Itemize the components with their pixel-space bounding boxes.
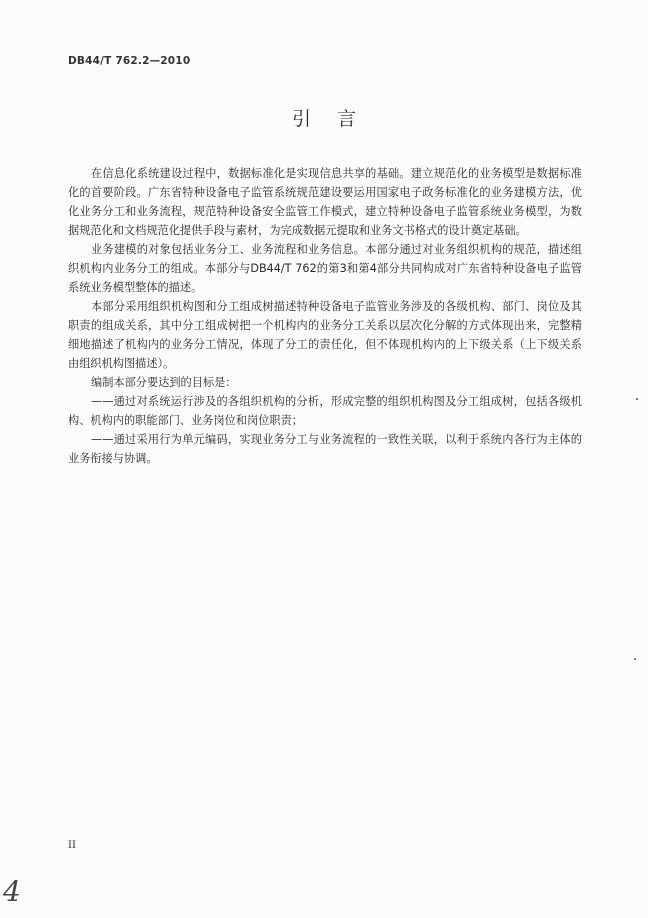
- handwritten-mark: 4: [3, 875, 21, 908]
- document-id: DB44/T 762.2—2010: [68, 55, 191, 67]
- paragraph-1: 在信息化系统建设过程中，数据标准化是实现信息共享的基础。建立规范化的业务模型是数据标准化的首要阶段。广东省特种设备电子监管系统规范建设要运用国家电子政务标准化的业务建模方法，优化业务分工和业务流程，规范特种设备安全监管工作模式，建立特种设备电子监管系统业务模型，为数据规范化和文档规范化提供手段与素材，为完成数据元提取和业务文书格式的设计奠定基础。: [68, 167, 582, 237]
- page-number: II: [68, 840, 76, 851]
- paragraph-3: 本部分采用组织机构图和分工组成树描述特种设备电子监管业务涉及的各级机构、部门、岗位及其职责的组成关系，其中分工组成树把一个机构内的业务分工关系以层次化分解的方式体现出来，完整精细地描述了机构内的业务分工情况，体现了分工的责任化，但不体现机构内的上下级关系（上下级关系由组织机构图描述）。: [68, 300, 582, 370]
- scan-speck: [634, 658, 636, 660]
- scan-speck: [636, 398, 638, 400]
- paragraph-4: 编制本部分要达到的目标是：: [91, 376, 237, 389]
- paragraph-5: ——通过对系统运行涉及的各组织机构的分析，形成完整的组织机构图及分工组成树，包括各级机构、机构内的职能部门、业务岗位和岗位职责；: [68, 395, 582, 427]
- paragraph-2: 业务建模的对象包括业务分工、业务流程和业务信息。本部分通过对业务组织机构的规范，描述组织机构内业务分工的组成。本部分与DB44/T 762的第3和第4部分共同构成对广东省特种设备电子监管系统业务模型整体的描述。: [68, 243, 582, 294]
- page-title: 引言: [291, 108, 382, 130]
- paragraph-6: ——通过采用行为单元编码，实现业务分工与业务流程的一致性关联，以利于系统内各行为主体的业务衔接与协调。: [68, 433, 582, 465]
- body-text: [68, 164, 582, 468]
